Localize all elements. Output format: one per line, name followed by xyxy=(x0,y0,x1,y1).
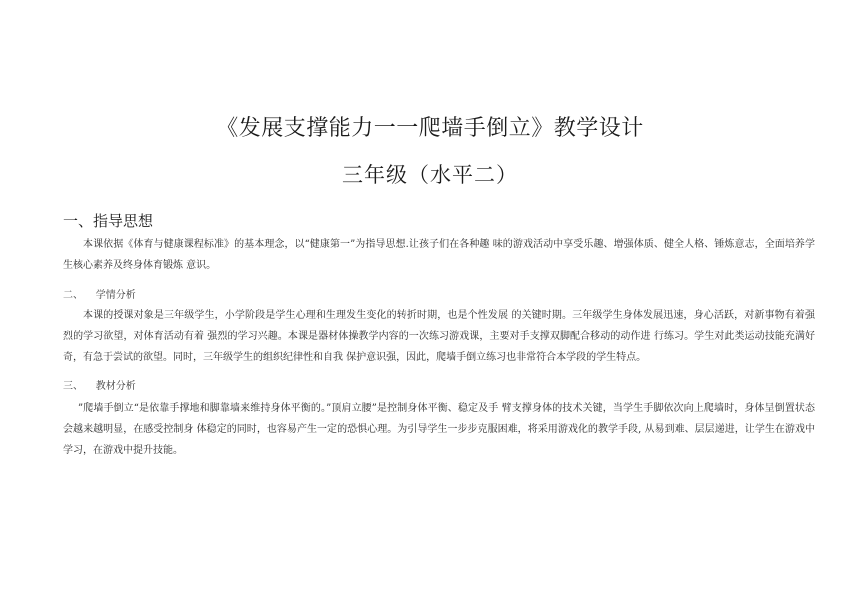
section-paragraph-material-analysis: ”爬墙手倒立“是依靠手撑地和脚靠墙来维持身体平衡的。”顶肩立腰”是控制身体平衡、稳定及手 臂支撑身体的技术关键，当学生手脚依次向上爬墙时，身体呈倒置状态会越来越明显，在感受控制身 体稳定的同时，也容易产生一定的恐惧心理。为引导学生一步步克服困难，将采用游戏化的教学手段, 从易到难、层层递进，让学生在游戏中学习，在游戏中提升技能。 xyxy=(63,403,815,456)
document-title: 《发展支撑能力一一爬墙手倒立》教学设计 xyxy=(216,116,644,141)
section-paragraph-guiding-ideology: 本课依据《体育与健康课程标准》的基本理念，以“健康第一”为指导思想.让孩子们在各种趣 味的游戏活动中享受乐趣、增强体质、健全人格、锤炼意志，全面培养学生核心素养及终身体育锻炼 意识。 xyxy=(63,239,815,271)
document-subtitle: 三年级（水平二） xyxy=(342,163,518,187)
section-heading-material-analysis: 三、 教材分析 xyxy=(63,381,136,392)
section-paragraph-student-analysis: 本课的授课对象是三年级学生，小学阶段是学生心理和生理发生变化的转折时期，也是个性发展 的关键时期。三年级学生身体发展迅速，身心活跃，对新事物有着强烈的学习欲望，对体育活动有着 强烈的学习兴趣。本课是器材体操教学内容的一次练习游戏课，主要对手支撑双脚配合移动的动作进 行练习。学生对此类运动技能充满好奇，有急于尝试的欲望。同时，三年级学生的组织纪律性和自我 保护意识强，因此，爬墙手倒立练习也非常符合本学段的学生特点。 xyxy=(63,310,815,363)
section-heading-student-analysis: 二、 学情分析 xyxy=(63,290,136,301)
section-heading-guiding-ideology: 一、指导思想 xyxy=(63,212,154,230)
